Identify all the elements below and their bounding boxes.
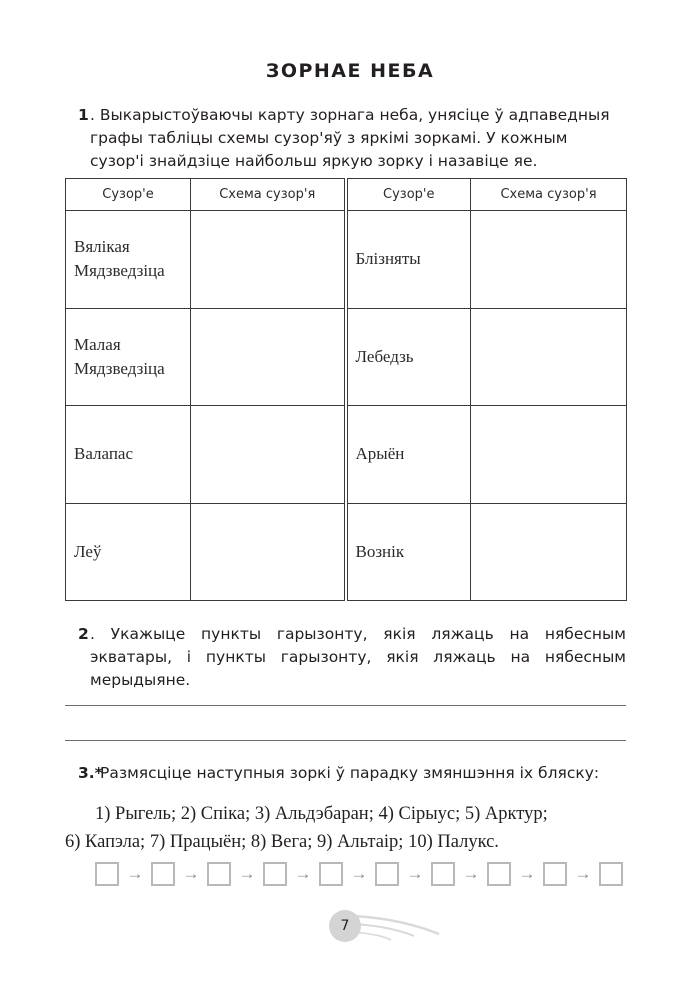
constellation-table <box>65 178 627 601</box>
scheme-cell[interactable] <box>191 211 346 309</box>
answer-box[interactable] <box>431 862 455 886</box>
arrow-right-icon: → <box>406 864 424 883</box>
task-3 <box>78 762 626 785</box>
header-constellation: Сузор'е <box>66 179 191 211</box>
task-3-text: Размясціце наступныя зоркі ў парадку змяншэння іх бляску: <box>100 764 600 782</box>
table-row <box>66 308 627 406</box>
header-constellation: Сузор'е <box>346 179 471 211</box>
table-row <box>66 211 627 309</box>
scheme-cell[interactable] <box>471 406 627 504</box>
constellation-name: Малая Мядзведзіца <box>66 308 191 406</box>
task-2-text: . Укажыце пункты гарызонту, якія ляжаць на нябесным экватары, і пункты гарызонту, якія ляжаць на нябесным мерыдыяне. <box>90 625 626 689</box>
answer-box[interactable] <box>151 862 175 886</box>
constellation-name: Арыён <box>346 406 471 504</box>
task-2 <box>78 623 626 692</box>
answer-box[interactable] <box>95 862 119 886</box>
scheme-cell[interactable] <box>191 503 346 601</box>
table-row <box>66 503 627 601</box>
page-title: ЗОРНАЕ НЕБА <box>265 60 435 82</box>
scheme-cell[interactable] <box>191 406 346 504</box>
arrow-right-icon: → <box>574 864 592 883</box>
arrow-right-icon: → <box>462 864 480 883</box>
arrow-right-icon: → <box>126 864 144 883</box>
constellation-name: Вознік <box>346 503 471 601</box>
stars-list-line-2: 6) Капэла; 7) Працыён; 8) Вега; 9) Альтаір; 10) Палукс. <box>65 832 499 852</box>
answer-box[interactable] <box>543 862 567 886</box>
answer-box[interactable] <box>487 862 511 886</box>
task-1 <box>78 104 626 173</box>
answer-box[interactable] <box>207 862 231 886</box>
arrow-right-icon: → <box>294 864 312 883</box>
page-number-badge <box>329 910 459 955</box>
scheme-cell[interactable] <box>471 503 627 601</box>
stars-list <box>65 800 626 856</box>
arrow-right-icon: → <box>182 864 200 883</box>
task-1-text: . Выкарыстоўваючы карту зорнага неба, унясіце ў адпаведныя графы табліцы схемы сузор'яў з яркімі зоркамі. У кожным сузор'і знайдзіце найбольш яркую зорку і назавіце яе. <box>90 106 610 170</box>
header-scheme: Схема сузор'я <box>471 179 627 211</box>
header-scheme: Схема сузор'я <box>191 179 346 211</box>
arrow-right-icon: → <box>238 864 256 883</box>
task-1-number: 1 <box>78 106 89 124</box>
scheme-cell[interactable] <box>471 211 627 309</box>
page-number: 7 <box>329 910 361 942</box>
answer-box[interactable] <box>599 862 623 886</box>
answer-box[interactable] <box>375 862 399 886</box>
answer-line[interactable] <box>65 740 626 741</box>
table-row <box>66 406 627 504</box>
task-3-number: 3.* <box>78 764 103 782</box>
scheme-cell[interactable] <box>191 308 346 406</box>
stars-list-line-1: 1) Рыгель; 2) Спіка; 3) Альдэбаран; 4) Сірыус; 5) Арктур; <box>95 804 548 824</box>
answer-line[interactable] <box>65 705 626 706</box>
order-chain <box>95 862 623 886</box>
constellation-name: Вялікая Мядзведзіца <box>66 211 191 309</box>
arrow-right-icon: → <box>350 864 368 883</box>
task-2-number: 2 <box>78 625 89 643</box>
constellation-name: Блізняты <box>346 211 471 309</box>
constellation-name: Лебедзь <box>346 308 471 406</box>
constellation-name: Леў <box>66 503 191 601</box>
answer-box[interactable] <box>263 862 287 886</box>
constellation-name: Валапас <box>66 406 191 504</box>
table-header-row <box>66 179 627 211</box>
scheme-cell[interactable] <box>471 308 627 406</box>
arrow-right-icon: → <box>518 864 536 883</box>
answer-box[interactable] <box>319 862 343 886</box>
